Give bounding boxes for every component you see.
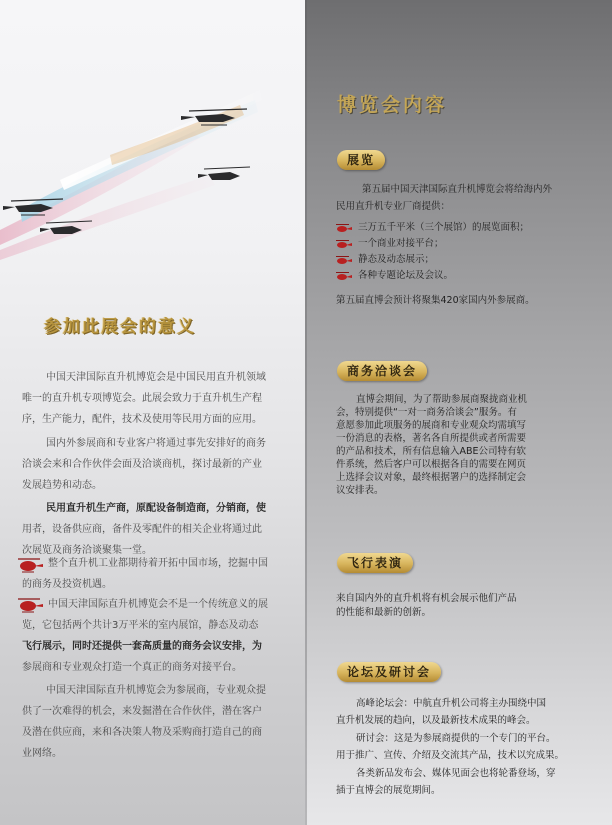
paragraph-line: 唯一的直升机专项博览会。此展会致力于直升机生产程 [22,393,262,404]
business-line: 的产品和技术，所有信息输入ABE公司特有软 [336,446,527,457]
business-line: 上选择会议对象，最终根据署户的选择制定会 [336,472,527,483]
flight-line: 的性能和最新的创新。 [336,607,432,618]
forum-line: 各类新品发布会、媒体见面会也将轮番登场，穿 [356,768,556,779]
red-helicopter-icon [336,223,352,233]
paragraph-line: 整个直升机工业都期待着开拓中国市场，挖掘中国 [48,558,268,569]
paragraph-line: 中国天津国际直升机博览会不是一个传统意义的展 [48,599,268,610]
business-line: 意愿参加此项服务的展商和专业观众均需填写 [336,420,527,431]
exhibition-section-label: 展览 [337,150,385,170]
paragraph-line: 洽谈会来和合作伙伴会面及洽谈商机，探讨最新的产业 [22,459,262,470]
business-section-label: 商务洽谈会 [337,361,427,381]
exhibition-summary: 第五届直博会预计将聚集420家国内外参展商。 [336,295,535,306]
paragraph-line-bold: 飞行展示，同时还提供一套高质量的商务会议安排，为 [22,641,262,652]
exhibition-item: 一个商业对接平台； [336,236,444,252]
business-line: 直博会期间，为了帮助参展商聚拢商业机 [356,394,528,405]
paragraph-line: 及潜在供应商，来和各决策人物及采购商打造自己的商 [22,727,262,738]
red-helicopter-icon [336,255,352,265]
exhibition-intro: 第五届中国天津国际直升机博览会将给海内外 [362,184,553,195]
paragraph-line: 序，生产能力，配件，技术及使用等民用方面的应用。 [22,414,262,425]
business-line: 议安排表。 [336,485,384,496]
paragraph-line: 用者，设备供应商，备件及零配件的相关企业将通过此 [22,524,262,535]
paragraph-line: 次展览及商务洽谈聚集一堂。 [22,545,152,556]
forum-line: 直升机发展的趋向，以及最新技术成果的峰会。 [336,715,536,726]
exhibition-item: 三万五千平米（三个展馆）的展览面积； [336,220,529,236]
paragraph-line: 参展商和专业观众打造一个真正的商务对接平台。 [22,662,242,673]
red-helicopter-icon [336,271,352,281]
column-divider [305,0,307,825]
paragraph-line: 览，它包括两个共计3万平米的室内展馆，静态及动态 [22,620,259,631]
red-helicopter-icon [16,556,44,574]
paragraph-line-bold: 民用直升机生产商，原配设备制造商，分销商，使 [46,503,266,514]
forum-line: 研讨会：这是为参展商提供的一个专门的平台。 [356,733,556,744]
forum-section-label: 论坛及研讨会 [337,662,441,682]
exhibition-item: 各种专题论坛及会议。 [336,268,453,284]
red-helicopter-icon [336,239,352,249]
paragraph-line: 的商务及投资机遇。 [22,579,112,590]
helicopter-formation-image [0,60,305,290]
business-line: 件系统，然后客户可以根据各自的需要在网页 [336,459,527,470]
business-line: 会，特别提供“一对一商务洽谈会”服务。有 [336,407,517,418]
paragraph-line: 业网络。 [22,748,62,759]
flight-line: 来自国内外的直升机将有机会展示他们产品 [336,593,517,604]
forum-line: 高峰论坛会：中航直升机公司将主办围绕中国 [356,698,547,709]
business-line: 一份消息的表格，著名各自所提供或者所需要 [336,433,527,444]
red-helicopter-icon [16,596,44,614]
exhibition-item: 静态及动态展示； [336,252,434,268]
paragraph-line: 中国天津国际直升机博览会是中国民用直升机领域 [46,372,266,383]
exhibition-intro: 民用直升机专业厂商提供： [336,201,451,212]
paragraph-line: 发展趋势和动态。 [22,480,102,491]
paragraph-line: 中国天津国际直升机博览会为参展商，专业观众提 [46,685,266,696]
flight-section-label: 飞行表演 [337,553,413,573]
significance-heading: 参加此展会的意义 [44,317,196,337]
expo-content-heading: 博览会内容 [337,94,448,116]
orange-smoke-trail [110,105,244,165]
paragraph-line: 国内外参展商和专业客户将通过事先安排好的商务 [46,438,266,449]
forum-line: 用于推广、宣传、介绍及交流其产品，技术以究成果。 [336,750,565,761]
paragraph-line: 供了一次难得的机会，来发掘潜在合作伙伴，潜在客户 [22,706,262,717]
forum-line: 插于直博会的展览期间。 [336,785,441,796]
